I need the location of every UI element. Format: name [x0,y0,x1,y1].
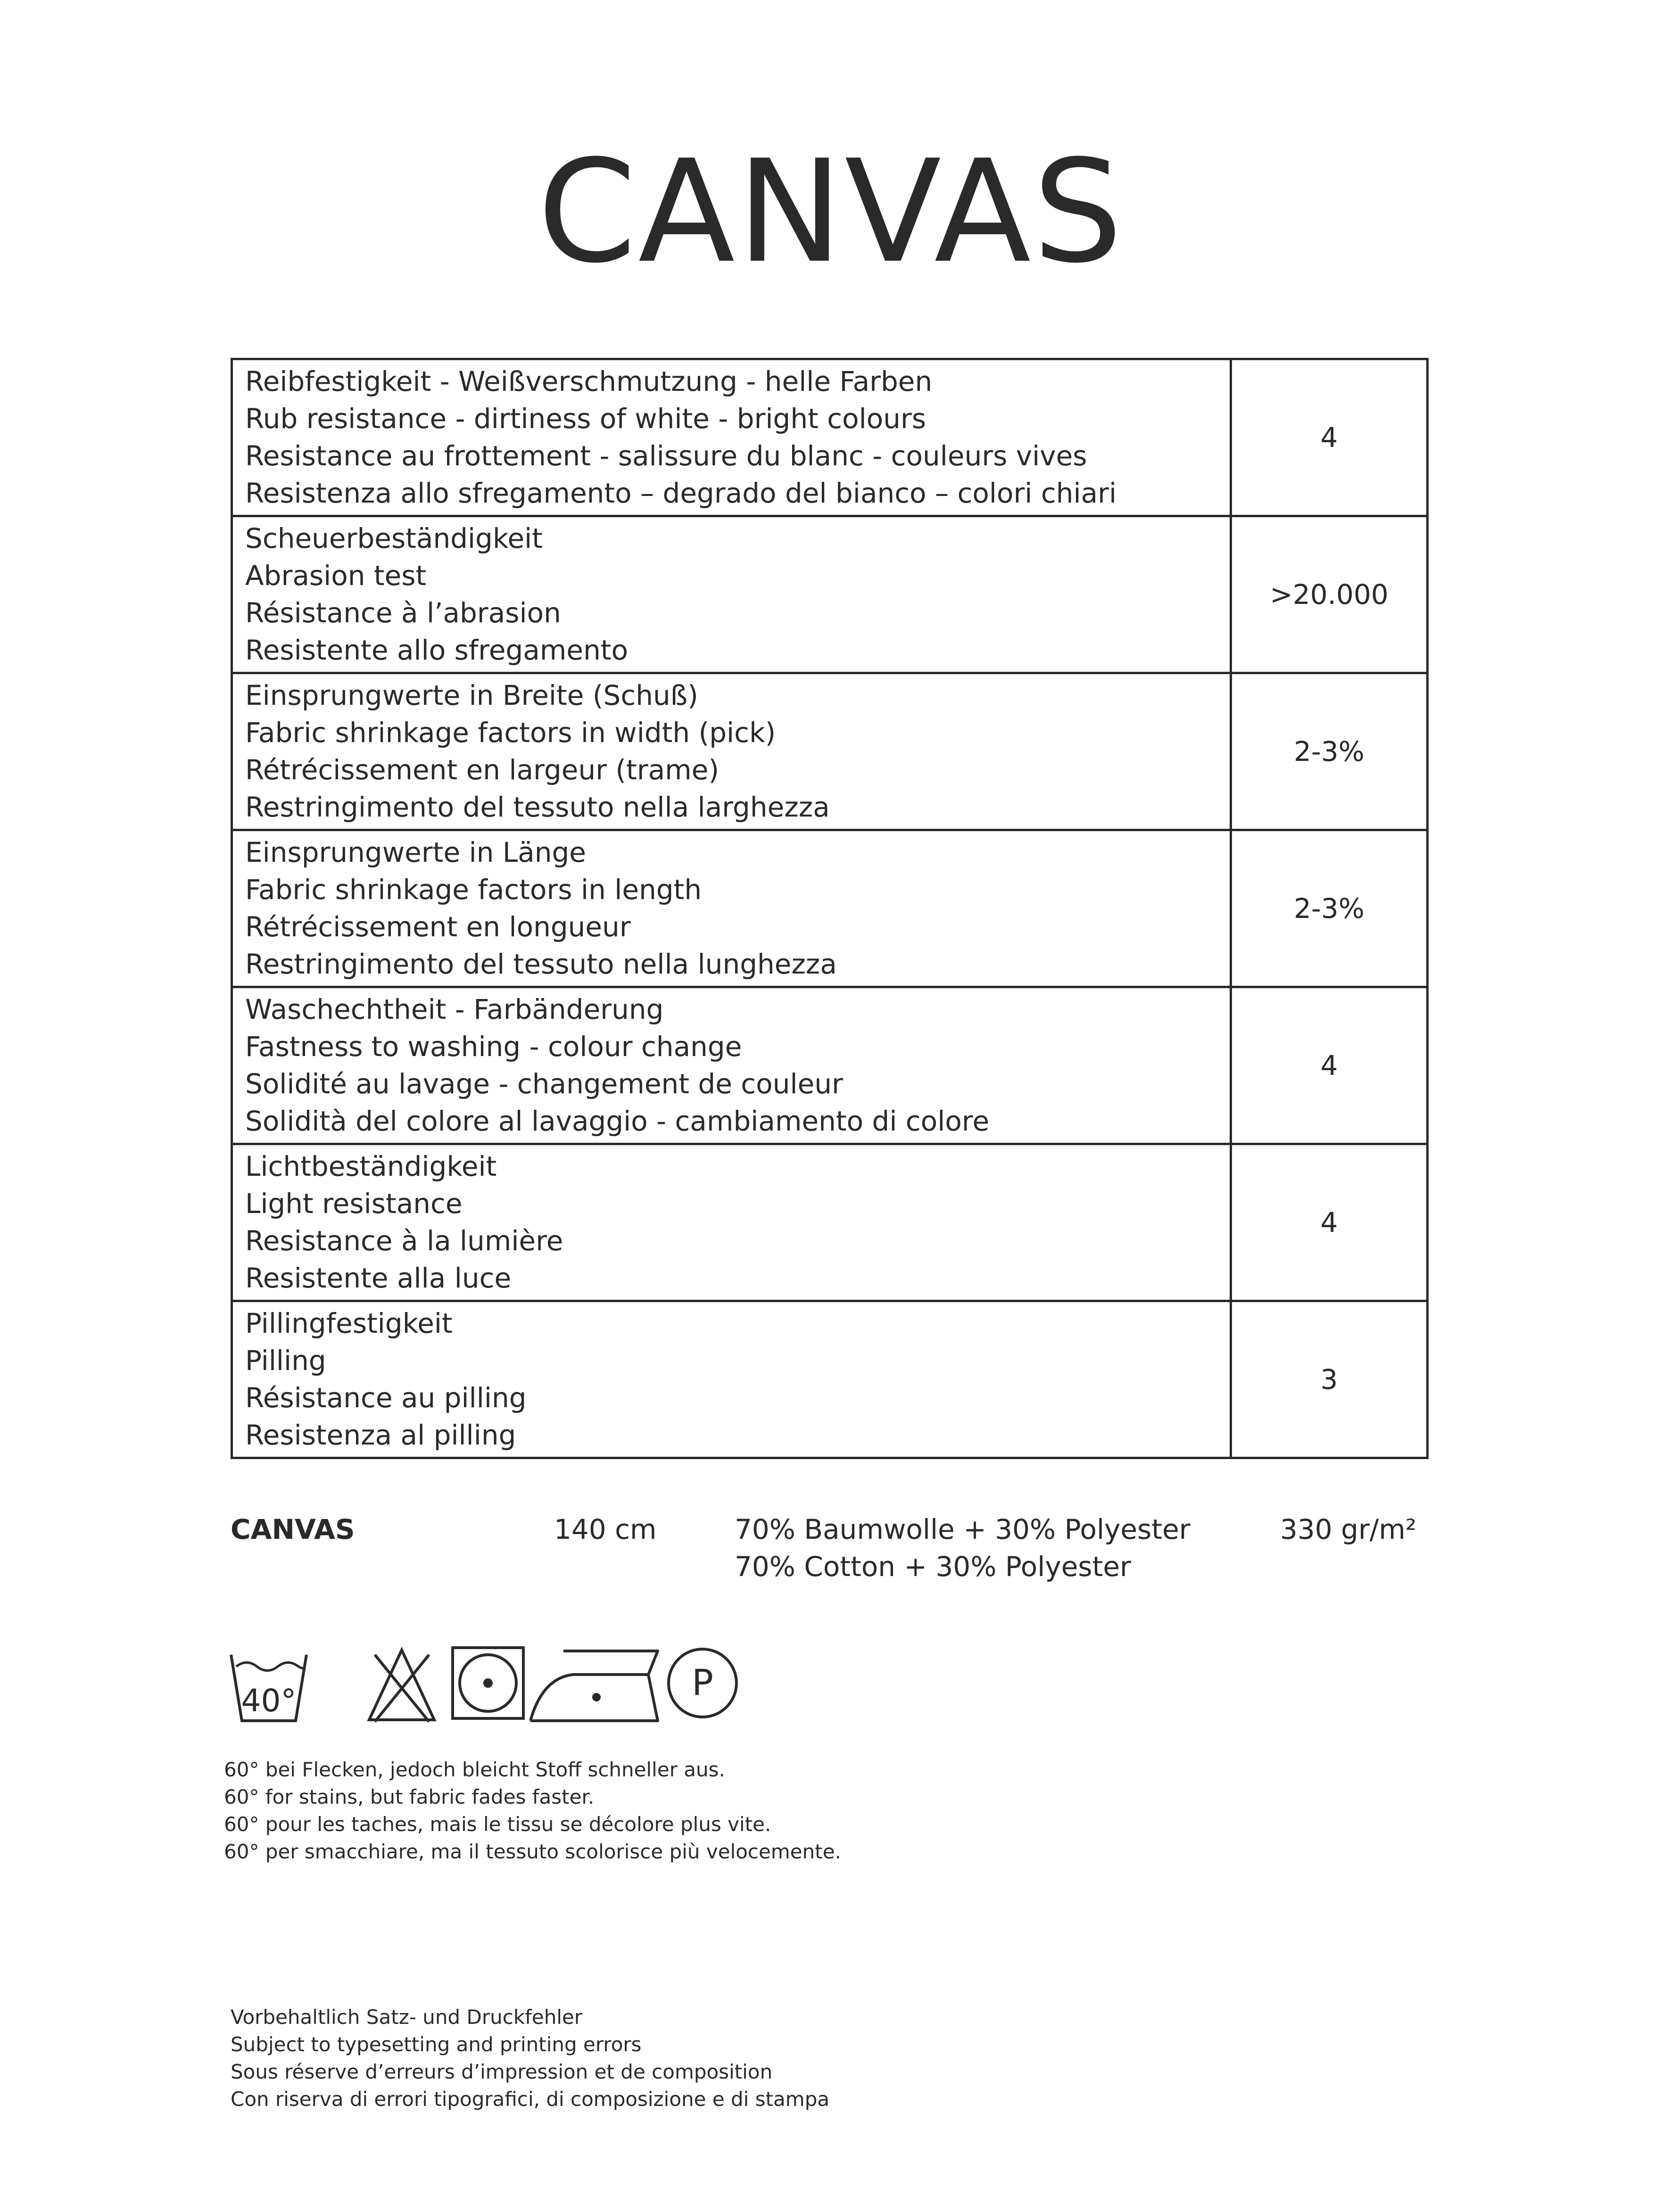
dry-clean-letter: P [692,1661,713,1703]
composition-line: 70% Cotton + 30% Polyester [735,1551,1131,1583]
spec-line: Resistance à la lumière [245,1225,563,1257]
footer-line: Vorbehaltlich Satz- und Druckfehler [231,2006,583,2029]
spec-line: Einsprungwerte in Breite (Schuß) [245,679,698,711]
footer-disclaimer [231,2004,829,2113]
product-name: CANVAS [231,1513,355,1545]
spec-label [232,987,1231,1144]
spec-line: Fastness to washing - colour change [245,1031,742,1063]
spec-label [232,1144,1231,1301]
spec-line: Pillingfestigkeit [245,1307,453,1339]
spec-label [232,359,1231,516]
spec-value: 4 [1231,1144,1428,1301]
spec-line: Resistenza allo sfregamento – degrado del bianco – colori chiari [245,477,1117,509]
spec-line: Lichtbeständigkeit [245,1150,497,1182]
table-row [232,673,1428,830]
spec-label [232,1301,1231,1458]
iron-low-icon [528,1645,660,1725]
spec-value: 2-3% [1231,830,1428,987]
spec-line: Resistenza al pilling [245,1419,516,1451]
footer-line: Sous réserve d’erreurs d’impression et de composition [231,2060,773,2083]
wash-temp: 40° [241,1683,297,1719]
footer-line: Subject to typesetting and printing errors [231,2033,642,2056]
spec-line: Restringimento del tessuto nella lunghezza [245,948,837,980]
spec-line: Résistance à l’abrasion [245,597,561,629]
spec-line: Einsprungwerte in Länge [245,836,586,868]
spec-line: Abrasion test [245,560,427,592]
spec-label [232,516,1231,673]
spec-line: Resistente allo sfregamento [245,634,628,666]
spec-line: Scheuerbeständigkeit [245,522,543,554]
care-icons [229,1645,747,1735]
spec-value: 4 [1231,359,1428,516]
spec-line: Reibfestigkeit - Weißverschmutzung - helle Farben [245,365,933,397]
product-composition [735,1511,1191,1585]
spec-value: 2-3% [1231,673,1428,830]
spec-line: Fabric shrinkage factors in width (pick) [245,717,776,749]
spec-value: 3 [1231,1301,1428,1458]
spec-label [232,830,1231,987]
spec-line: Light resistance [245,1188,463,1220]
care-note [224,1756,841,1865]
table-row [232,516,1428,673]
spec-line: Solidité au lavage - changement de couleur [245,1068,843,1100]
spec-value: 4 [1231,987,1428,1144]
table-row [232,359,1428,516]
spec-line: Pilling [245,1345,326,1377]
spec-value: >20.000 [1231,516,1428,673]
spec-line: Resistance au frottement - salissure du blanc - couleurs vives [245,440,1087,472]
spec-line: Restringimento del tessuto nella larghezza [245,791,830,823]
spec-line: Rétrécissement en longueur [245,911,631,943]
spec-label [232,673,1231,830]
footer-line: Con riserva di errori tipografici, di composizione e di stampa [231,2088,830,2111]
spec-line: Rub resistance - dirtiness of white - bright colours [245,403,926,435]
spec-line: Fabric shrinkage factors in length [245,874,702,906]
specs-table [231,358,1429,1459]
product-width: 140 cm [554,1513,657,1545]
note-line: 60° per smacchiare, ma il tessuto scolorisce più velocemente. [224,1840,841,1863]
spec-line: Solidità del colore al lavaggio - cambiamento di colore [245,1105,990,1137]
product-weight: 330 gr/m² [1280,1513,1417,1545]
note-line: 60° bei Flecken, jedoch bleicht Stoff schneller aus. [224,1758,725,1781]
composition-line: 70% Baumwolle + 30% Polyester [735,1513,1191,1545]
table-row [232,1144,1428,1301]
note-line: 60° pour les taches, mais le tissu se décolore plus vite. [224,1813,771,1836]
table-row [232,830,1428,987]
no-bleach-icon [365,1645,438,1725]
table-row [232,1301,1428,1458]
wash-40-icon [229,1645,309,1725]
page-title: CANVAS [537,130,1125,294]
dry-clean-p-icon [665,1645,740,1721]
spec-line: Resistente alla luce [245,1262,512,1294]
spec-line: Waschechtheit - Farbänderung [245,993,664,1025]
table-row [232,987,1428,1144]
spec-line: Résistance au pilling [245,1382,527,1414]
product-info [0,1511,1662,1605]
tumble-dry-low-icon [450,1645,526,1721]
spec-line: Rétrécissement en largeur (trame) [245,754,719,786]
note-line: 60° for stains, but fabric fades faster. [224,1785,595,1808]
